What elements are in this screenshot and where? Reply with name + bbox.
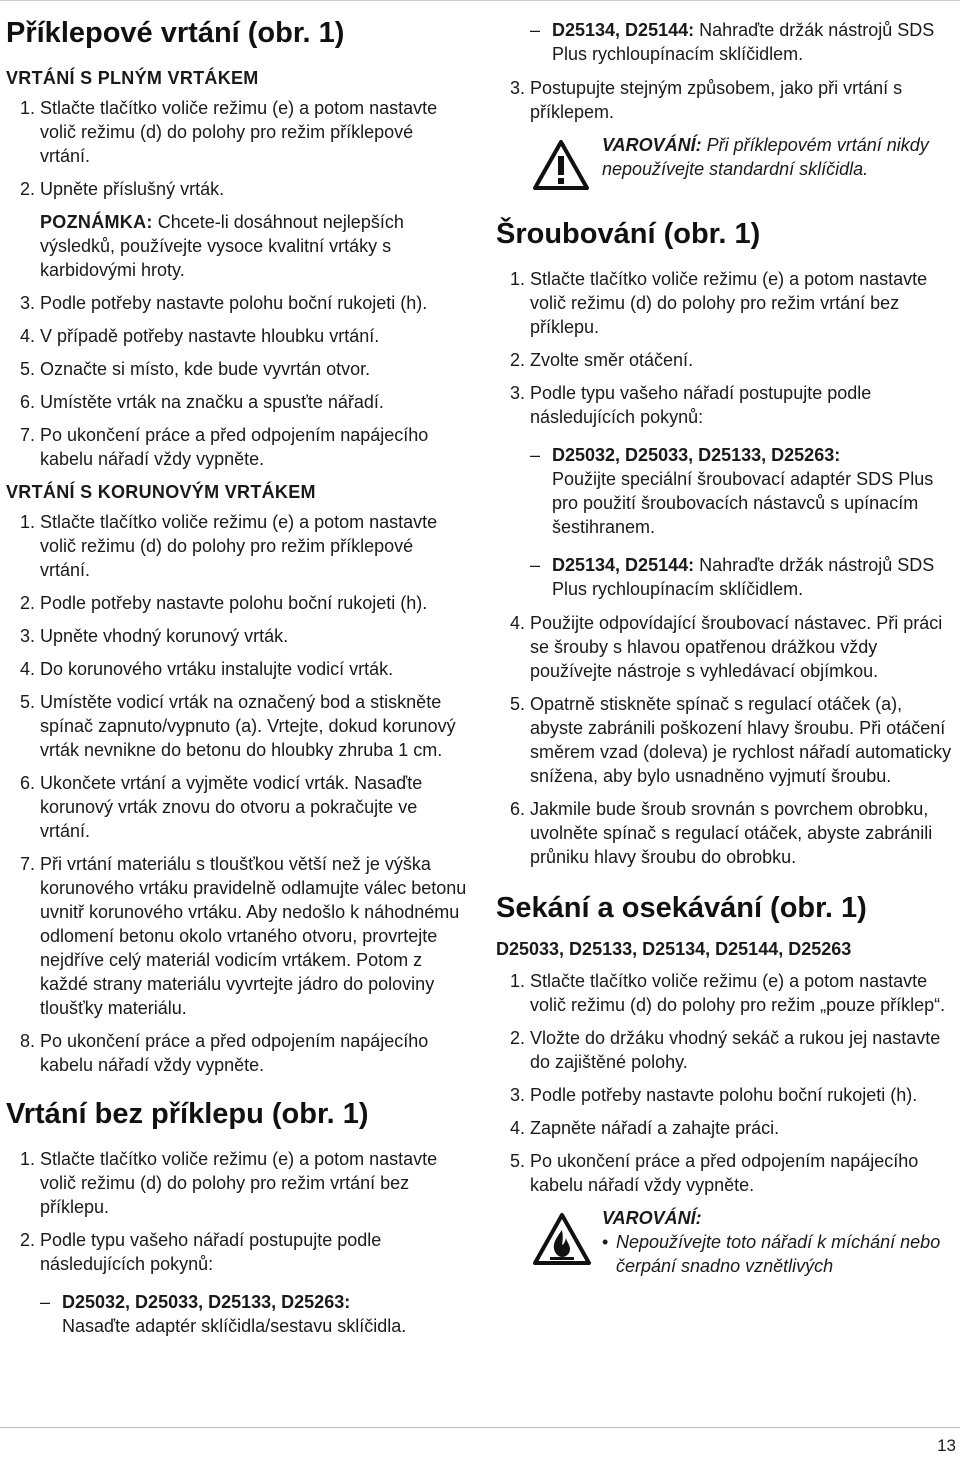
model-instruction: – D25134, D25144: Nahraďte držák nástrojů SDS Plus rychloupínacím sklíčidlem. (530, 20, 935, 64)
list-item: 4. Do korunového vrtáku instalujte vodicí vrták. (20, 659, 394, 679)
list-item: 6. Jakmile bude šroub srovnán s povrchem obrobku, uvolněte spínač s regulací otáček, abyste zabránili průniku hlavy šroubu do obrobku. (510, 799, 933, 867)
list-item: 3. Postupujte stejným způsobem, jako při vrtání s příklepem. (510, 78, 903, 122)
dash-mark: – (530, 555, 541, 575)
list-item: 3. Podle potřeby nastavte polohu boční rukojeti (h). (510, 1085, 918, 1105)
warning-block (496, 1206, 956, 1278)
screwdriving-steps-continued (496, 611, 956, 869)
section-title-screwdriving: Šroubování (obr. 1) (496, 218, 761, 250)
list-item: 4. Zapněte nářadí a zahajte práci. (510, 1118, 780, 1138)
list-item: 5. Označte si místo, kde bude vyvrtán otvor. (20, 359, 371, 379)
list-item: 1. Stlačte tlačítko voliče režimu (e) a potom nastavte volič režimu (d) do polohy pro režim vrtání bez příklepu. (510, 269, 928, 337)
core-bit-steps (6, 510, 468, 1077)
list-item: 2. Podle typu vašeho nářadí postupujte podle následujících pokynů: (20, 1230, 382, 1274)
top-rule (0, 0, 960, 1)
dash-mark: – (530, 20, 541, 40)
list-item: 5. Opatrně stiskněte spínač s regulací otáček (a), abyste zabránili poškození hlavy šroubu. Při otáčení směrem vzad (doleva) je rychlost nářadí automaticky snížena, aby bylo usnadněno vyjmutí šroubu. (510, 694, 952, 786)
list-item: 6. Ukončete vrtání a vyjměte vodicí vrták. Nasaďte korunový vrták znovu do otvoru a pokračujte ve vrtání. (20, 773, 423, 841)
model-instruction: – D25032, D25033, D25133, D25263: Nasaďte adaptér sklíčidla/sestavu sklíčidla. (40, 1292, 407, 1336)
page-number: 13 (937, 1436, 956, 1455)
list-item: 8. Po ukončení práce a před odpojením napájecího kabelu nářadí vždy vypněte. (20, 1031, 429, 1075)
footer-rule (0, 1427, 960, 1428)
warning-triangle-icon (532, 139, 590, 196)
dash-mark: – (530, 445, 541, 465)
list-item: 2. Zvolte směr otáčení. (510, 350, 694, 370)
solid-bit-steps (6, 96, 468, 471)
list-item: 7. Při vrtání materiálu s tloušťkou větší než je výška korunového vrtáku pravidelně odlamujte válec betonu uvnitř korunového vrtáku. Aby nedošlo k náhodnému odlomení betonu okolo vrtaného otvoru, provrtejte nejdříve celý materiál vodicím vrtákem. Potom z každé strany materiálu vyvrtejte jádro do poloviny tloušťky materiálu. (20, 854, 467, 1018)
subheading-solid-bit: VRTÁNÍ S PLNÝM VRTÁKEM (6, 68, 259, 88)
list-item: 7. Po ukončení práce a před odpojením napájecího kabelu nářadí vždy vypněte. (20, 425, 429, 469)
list-item: 5. Po ukončení práce a před odpojením napájecího kabelu nářadí vždy vypněte. (510, 1151, 919, 1195)
list-item: 3. Podle potřeby nastavte polohu boční rukojeti (h). (20, 293, 428, 313)
list-item: 6. Umístěte vrták na značku a spusťte nářadí. (20, 392, 384, 412)
fire-warning-icon (532, 1212, 592, 1271)
list-item: 3. Upněte vhodný korunový vrták. (20, 626, 289, 646)
list-item: 2. Podle potřeby nastavte polohu boční rukojeti (h). (20, 593, 428, 613)
list-item: 2. Vložte do držáku vhodný sekáč a rukou jej nastavte do zajištěné polohy. (510, 1028, 941, 1072)
dash-mark: – (40, 1292, 51, 1312)
rotary-steps-continued (496, 76, 956, 124)
model-instruction: – D25134, D25144: Nahraďte držák nástrojů SDS Plus rychloupínacím sklíčidlem. (530, 555, 935, 599)
list-item: 1. Stlačte tlačítko voliče režimu (e) a potom nastavte volič režimu (d) do polohy pro režim „pouze příklep“. (510, 971, 946, 1015)
model-instruction: – D25032, D25033, D25133, D25263: Použijte speciální šroubovací adaptér SDS Plus pro použití šroubovacích nástavců s upínacím šestihranem. (530, 445, 934, 537)
screwdriving-steps (496, 267, 956, 429)
list-item: 3. Podle typu vašeho nářadí postupujte podle následujících pokynů: (510, 383, 872, 427)
left-column (6, 10, 468, 1348)
right-column (496, 10, 956, 1292)
warning-text: VAROVÁNÍ: • Nepoužívejte toto nářadí k míchání nebo čerpání snadno vznětlivých (602, 1208, 941, 1276)
list-item: 4. V případě potřeby nastavte hloubku vrtání. (20, 326, 380, 346)
chiselling-steps (496, 969, 956, 1197)
subheading-core-bit: VRTÁNÍ S KORUNOVÝM VRTÁKEM (6, 482, 316, 502)
warning-text: VAROVÁNÍ: Při příklepovém vrtání nikdy nepoužívejte standardní sklíčidla. (602, 135, 929, 179)
list-item: 1. Stlačte tlačítko voliče režimu (e) a potom nastavte volič režimu (d) do polohy pro režim příklepové vrtání. (20, 98, 438, 166)
section-title-hammer-drilling: Příklepové vrtání (obr. 1) (6, 17, 345, 49)
section-title-rotary-drilling: Vrtání bez příklepu (obr. 1) (6, 1098, 369, 1130)
warning-block (496, 133, 956, 203)
list-item: 1. Stlačte tlačítko voliče režimu (e) a potom nastavte volič režimu (d) do polohy pro režim vrtání bez příklepu. (20, 1149, 438, 1217)
rotary-steps (6, 1147, 468, 1276)
list-item: 5. Umístěte vodicí vrták na označený bod a stiskněte spínač zapnuto/vypnuto (a). Vrtejte, dokud korunový vrták nevnikne do betonu do hloubky zhruba 1 cm. (20, 692, 456, 760)
list-item: 1. Stlačte tlačítko voliče režimu (e) a potom nastavte volič režimu (d) do polohy pro režim příklepové vrtání. (20, 512, 438, 580)
list-item: 2. Upněte příslušný vrták. POZNÁMKA: Chcete-li dosáhnout nejlepších výsledků, používejte vysoce kvalitní vrtáky s karbidovými hroty. (6, 177, 468, 282)
section-title-chiselling: Sekání a osekávání (obr. 1) (496, 892, 867, 924)
note: POZNÁMKA: Chcete-li dosáhnout nejlepších výsledků, používejte vysoce kvalitní vrtáky s karbidovými hroty. (40, 212, 404, 280)
list-item: 4. Použijte odpovídající šroubovací nástavec. Při práci se šrouby s hlavou opatřenou drážkou vždy používejte nástroje s vyhledávací objímkou. (510, 613, 943, 681)
model-list: D25033, D25133, D25134, D25144, D25263 (496, 939, 852, 959)
